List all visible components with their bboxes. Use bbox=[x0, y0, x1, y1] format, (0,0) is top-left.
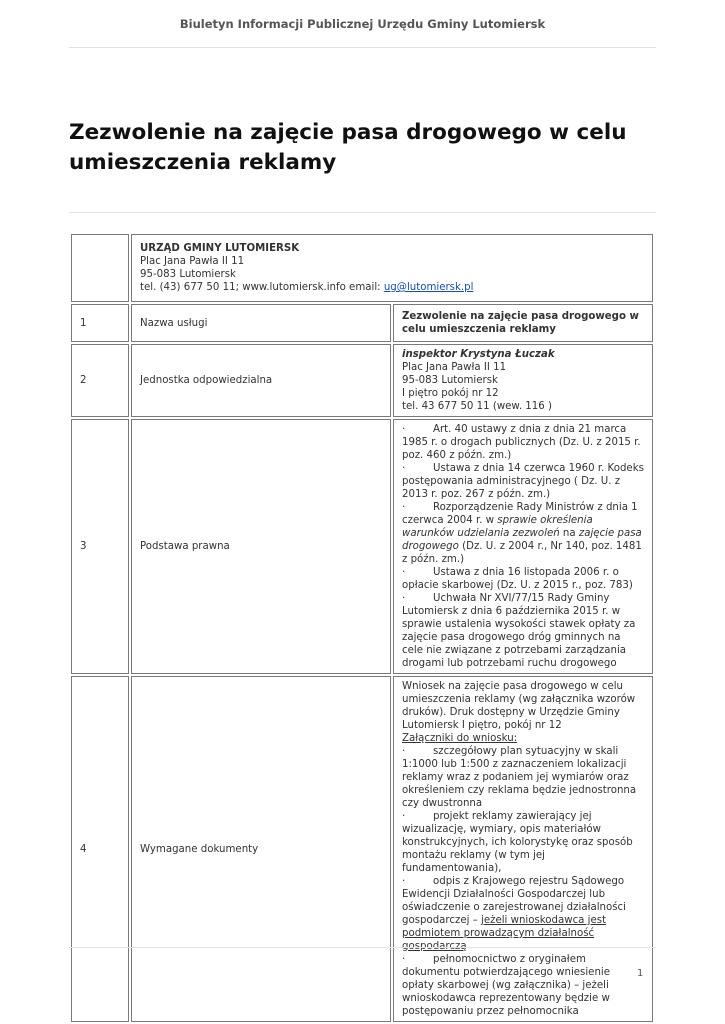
office-email-link[interactable]: ug@lutomiersk.pl bbox=[383, 282, 474, 293]
legal-basis-item-italic: sprawie określenia warunków udzielania zezwoleń bbox=[402, 515, 593, 539]
row-value bbox=[393, 419, 653, 674]
row-label: Podstawa prawna bbox=[131, 419, 391, 674]
legal-basis-item-italic: zajęcie pasa drogowego bbox=[402, 528, 642, 552]
attachments-heading: Załączniki do wniosku: bbox=[402, 733, 518, 744]
row-label: Nazwa usługi bbox=[131, 304, 391, 342]
page-number: 1 bbox=[637, 968, 644, 979]
row-number: 3 bbox=[71, 419, 129, 674]
header-divider bbox=[69, 47, 656, 48]
office-row bbox=[71, 234, 653, 302]
office-name: URZĄD GMINY LUTOMIERSK bbox=[140, 243, 300, 254]
responsible-phone: tel. 43 677 50 11 (wew. 116 ) bbox=[402, 401, 552, 412]
table-row bbox=[71, 676, 653, 1022]
table-row bbox=[71, 419, 653, 674]
service-name: Zezwolenie na zajęcie pasa drogowego w celu umieszczenia reklamy bbox=[402, 311, 639, 335]
document-item: projekt reklamy zawierający jej wizualizację, wymiary, opis materiałów konstrukcyjnych, ich kolorystykę oraz sposób montażu reklamy (w tym jej fundamentowania), bbox=[402, 811, 633, 874]
row-value bbox=[393, 676, 653, 1022]
table-row bbox=[71, 344, 653, 417]
bullet-icon: · bbox=[402, 567, 406, 578]
document-item: odpis z Krajowego rejestru Sądowego Ewidencji Działalności Gospodarczej lub oświadczenie o zarejestrowanej działalności gospodarczej – bbox=[402, 876, 626, 926]
bullet-icon: · bbox=[402, 746, 406, 757]
footer-divider bbox=[69, 947, 656, 948]
row-number: 2 bbox=[71, 344, 129, 417]
office-empty-cell bbox=[71, 234, 129, 302]
legal-basis-item: na bbox=[559, 528, 579, 539]
bullet-icon: · bbox=[402, 876, 406, 887]
office-city: 95-083 Lutomiersk bbox=[140, 269, 236, 280]
bullet-icon: · bbox=[402, 593, 406, 604]
responsible-person: inspektor Krystyna Łuczak bbox=[402, 349, 555, 360]
office-cell bbox=[131, 234, 653, 302]
legal-basis-item: Ustawa z dnia 16 listopada 2006 r. o opłacie skarbowej (Dz. U. z 2015 r., poz. 783) bbox=[402, 567, 633, 591]
responsible-city: 95-083 Lutomiersk bbox=[402, 375, 498, 386]
legal-basis-item: Uchwała Nr XVI/77/15 Rady Gminy Lutomiersk z dnia 6 października 2015 r. w sprawie ustalenia wysokości stawek opłaty za zajęcie pasa drogowego dróg gminnych na cele nie związane z potrzebami zarządzania drogami lub potrzebami ruchu drogowego bbox=[402, 593, 636, 669]
row-value bbox=[393, 304, 653, 342]
bullet-icon: · bbox=[402, 502, 406, 513]
row-number: 4 bbox=[71, 676, 129, 1022]
legal-basis-item: Rozporządzenie Rady Ministrów z dnia 1 czerwca 2004 r. w bbox=[402, 502, 638, 526]
row-number: 1 bbox=[71, 304, 129, 342]
title-divider bbox=[69, 212, 656, 213]
page-title: Zezwolenie na zajęcie pasa drogowego w celu umieszczenia reklamy bbox=[69, 120, 627, 175]
bullet-icon: · bbox=[402, 954, 406, 965]
legal-basis-item: (Dz. U. z 2004 r., Nr 140, poz. 1481 z późn. zm.) bbox=[402, 541, 642, 565]
bullet-icon: · bbox=[402, 463, 406, 474]
document-item-condition: jeżeli wnioskodawca jest podmiotem prowadzącym działalność bbox=[402, 915, 607, 939]
responsible-room: I piętro pokój nr 12 bbox=[402, 388, 499, 399]
table-row bbox=[71, 304, 653, 342]
row-label: Jednostka odpowiedzialna bbox=[131, 344, 391, 417]
responsible-street: Plac Jana Pawła II 11 bbox=[402, 362, 507, 373]
office-street: Plac Jana Pawła II 11 bbox=[140, 256, 245, 267]
documents-intro: Wniosek na zajęcie pasa drogowego w celu umieszczenia reklamy (wg załącznika wzorów druków). Druk dostępny w Urzędzie Gminy Lutomiersk I piętro, pokój nr 12 bbox=[402, 681, 636, 731]
row-value bbox=[393, 344, 653, 417]
legal-basis-item: Ustawa z dnia 14 czerwca 1960 r. Kodeks postępowania administracyjnego ( Dz. U. z 2013 r. poz. 267 z późn. zm.) bbox=[402, 463, 644, 500]
document-item: pełnomocnictwo z oryginałem dokumentu potwierdzającego wniesienie opłaty skarbowej (wg załącznika) – jeżeli wnioskodawca reprezentowany będzie w postępowaniu przez pełnomocnika bbox=[402, 954, 610, 1017]
office-contact: tel. (43) 677 50 11; www.lutomiersk.info email: bbox=[140, 282, 384, 293]
row-label: Wymagane dokumenty bbox=[131, 676, 391, 1022]
document-item: szczegółowy plan sytuacyjny w skali 1:1000 lub 1:500 z zaznaczeniem lokalizacji reklamy wraz z podaniem jej wymiarów oraz określeniem czy reklama będzie jednostronna czy dwustronna bbox=[402, 746, 637, 809]
bullet-icon: · bbox=[402, 424, 406, 435]
bullet-icon: · bbox=[402, 811, 406, 822]
site-header-title: Biuletyn Informacji Publicznej Urzędu Gminy Lutomiersk bbox=[179, 17, 546, 31]
service-info-table bbox=[69, 232, 655, 1024]
legal-basis-item: Art. 40 ustawy z dnia z dnia 21 marca 1985 r. o drogach publicznych (Dz. U. z 2015 r. poz. 460 z późn. zm.) bbox=[402, 424, 641, 461]
